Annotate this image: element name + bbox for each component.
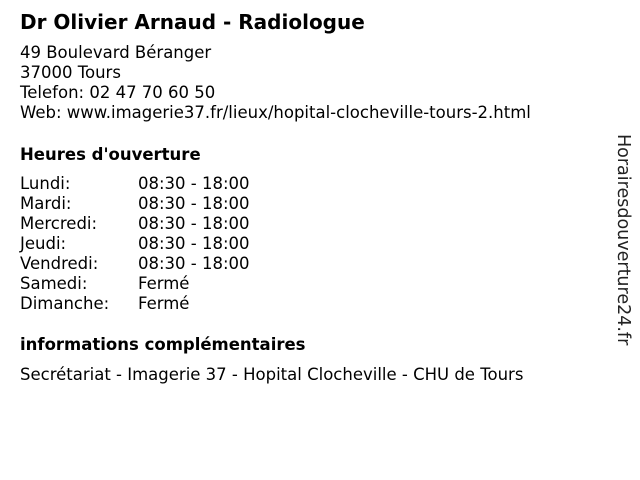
website-link[interactable]: Web: www.imagerie37.fr/lieux/hopital-clocheville-tours-2.html	[20, 103, 531, 122]
time-value: Fermé	[138, 274, 190, 293]
city: 37000 Tours	[20, 63, 121, 82]
day-label: Jeudi:	[20, 234, 67, 253]
page-title: Dr Olivier Arnaud - Radiologue	[20, 10, 365, 34]
time-value: 08:30 - 18:00	[138, 214, 250, 233]
time-value: Fermé	[138, 294, 190, 313]
street-address: 49 Boulevard Béranger	[20, 43, 212, 62]
phone-number: Telefon: 02 47 70 60 50	[20, 83, 216, 102]
day-label: Vendredi:	[20, 254, 99, 273]
address-block	[20, 43, 531, 123]
day-label: Mardi:	[20, 194, 72, 213]
time-value: 08:30 - 18:00	[138, 234, 250, 253]
time-value: 08:30 - 18:00	[138, 194, 250, 213]
time-value: 08:30 - 18:00	[138, 174, 250, 193]
additional-info-text: Secrétariat - Imagerie 37 - Hopital Clocheville - CHU de Tours	[20, 365, 524, 384]
time-value: 08:30 - 18:00	[138, 254, 250, 273]
day-label: Dimanche:	[20, 294, 110, 313]
day-label: Mercredi:	[20, 214, 98, 233]
site-brand-vertical[interactable]: Horairesdouverture24.fr	[613, 134, 633, 346]
day-label: Samedi:	[20, 274, 88, 293]
additional-info-heading: informations complémentaires	[20, 335, 306, 354]
day-label: Lundi:	[20, 174, 71, 193]
hours-heading: Heures d'ouverture	[20, 145, 201, 164]
